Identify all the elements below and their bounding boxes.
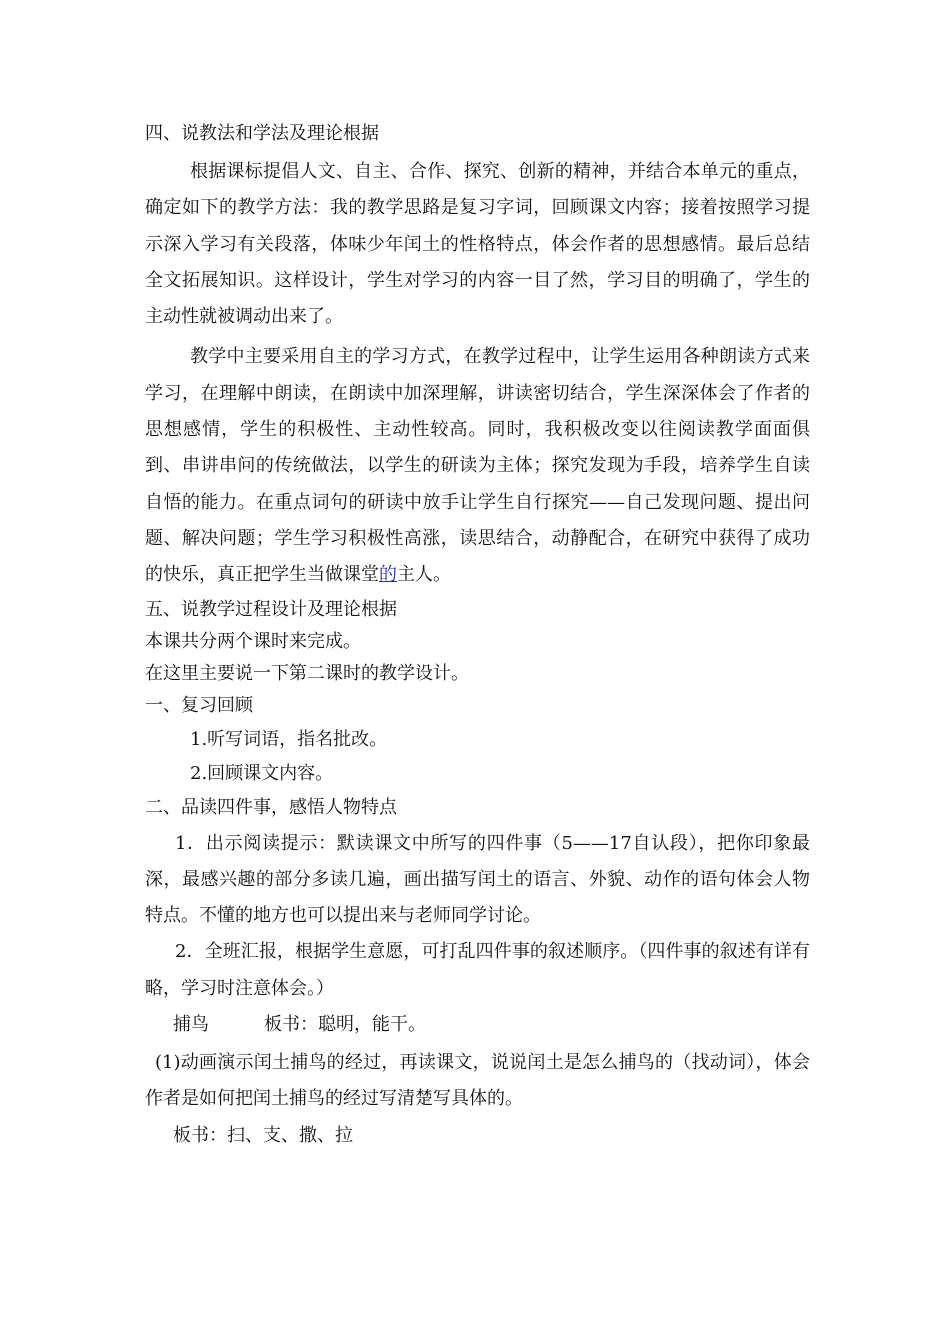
section4-heading: 四、说教法和学法及理论根据 — [145, 123, 379, 144]
paragraph-2-end: 主人。 — [397, 564, 451, 586]
part1-item-1: 1.听写词语，指名批改。 — [190, 728, 388, 750]
hyperlink-de[interactable]: 的 — [379, 564, 397, 586]
event-board: 板书：聪明，能干。 — [264, 1014, 426, 1036]
section5-heading: 五、说教学过程设计及理论根据 — [145, 598, 397, 620]
section5-line-2: 在这里主要说一下第二课时的教学设计。 — [145, 662, 469, 684]
section4-paragraph-2 — [145, 339, 810, 593]
part1-item-2: 2.回顾课文内容。 — [190, 762, 334, 784]
section5-line-1: 本课共分两个课时来完成。 — [145, 630, 361, 652]
part1-heading: 一、复习回顾 — [145, 694, 253, 716]
document-body — [145, 122, 810, 1148]
board-verbs: 板书：扫、支、撒、拉 — [173, 1124, 353, 1146]
paragraph-2-text: 教学中主要采用自主的学习方式，在教学过程中，让学生运用各种朗读方式来学习，在理解中朗读，在朗读中加深理解，讲读密切结合，学生深深体会了作者的思想感情，学生的积极性、主动性较高。同时，我积极改变以往阅读教学面面俱到、串讲串问的传统做法，以学生的研读为主体；探究发现为手段，培养学生自读自悟的能力。在重点词句的研读中放手让学生自行探究——自己发现问题、提出问题、解决问题；学生学习积极性高涨，读思结合，动静配合，在研究中获得了成功的快乐，真正把学生当做课堂 — [145, 346, 810, 586]
event-board-line — [145, 1013, 810, 1037]
event-name: 捕鸟 — [173, 1014, 209, 1036]
part2-heading: 二、品读四件事，感悟人物特点 — [145, 796, 397, 818]
part2-item-1: 1．出示阅读提示：默读课文中所写的四件事（5——17自认段），把你印象最深，最感兴趣的部分多读几遍，画出描写闰土的语言、外貌、动作的语句体会人物特点。不懂的地方也可以提出来与老师同学讨论。 — [145, 832, 810, 927]
part2-item-2: 2．全班汇报，根据学生意愿，可打乱四件事的叙述顺序。（四件事的叙述有详有略，学习时注意体会。） — [145, 941, 810, 999]
section4-paragraph-1: 根据课标提倡人文、自主、合作、探究、创新的精神，并结合本单元的重点，确定如下的教学方法：我的教学思路是复习字词，回顾课文内容；接着按照学习提示深入学习有关段落，体味少年闰土的性格特点，体会作者的思想感情。最后总结全文拓展知识。这样设计，学生对学习的内容一目了然，学习目的明确了，学生的主动性就被调动出来了。 — [145, 161, 810, 328]
part2-sub-1: (1)动画演示闰土捕鸟的经过，再读课文，说说闰土是怎么捕鸟的（找动词），体会作者是如何把闰土捕鸟的经过写清楚写具体的。 — [145, 1052, 810, 1110]
